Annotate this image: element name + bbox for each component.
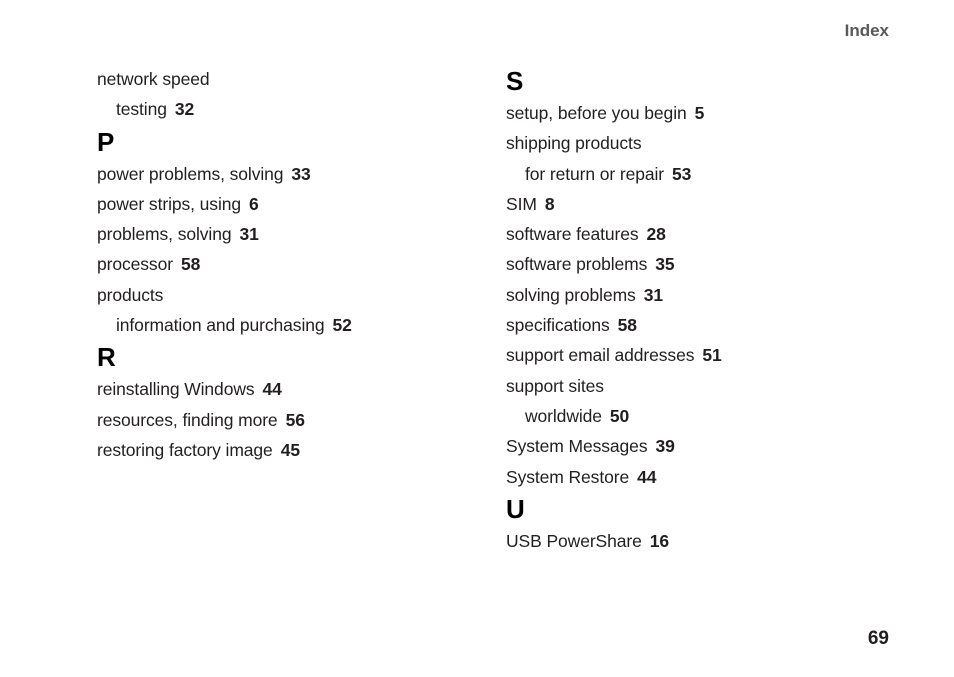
- index-term: restoring factory image: [97, 439, 273, 460]
- index-page-ref: 56: [285, 409, 305, 430]
- index-entry: [97, 159, 477, 189]
- index-term: setup, before you begin: [506, 103, 687, 123]
- index-page-ref: 44: [637, 466, 657, 487]
- index-term: power problems, solving: [97, 163, 284, 184]
- page-number: 69: [867, 628, 889, 649]
- index-page-ref: 39: [655, 436, 675, 457]
- index-entry: [506, 219, 886, 249]
- index-term: reinstalling Windows: [97, 379, 255, 400]
- index-entry: [506, 310, 886, 340]
- index-page-ref: 51: [702, 345, 722, 366]
- index-term: solving problems: [506, 284, 636, 305]
- index-term: support email addresses: [506, 345, 695, 366]
- index-entry: [97, 64, 477, 94]
- index-page-ref: 44: [262, 379, 282, 400]
- index-subentry: [97, 310, 477, 340]
- index-page-ref: 6: [249, 193, 259, 214]
- index-column-right: [506, 64, 886, 556]
- index-page-ref: 35: [655, 254, 675, 275]
- index-section-letter: R: [97, 342, 116, 373]
- index-subentry: [506, 159, 886, 189]
- index-entry: [506, 462, 886, 492]
- index-entry: [97, 280, 477, 310]
- index-term: software problems: [506, 254, 648, 275]
- index-entry: [506, 431, 886, 461]
- index-subentry: [506, 401, 886, 431]
- index-term: resources, finding more: [97, 409, 278, 430]
- index-entry: [506, 189, 886, 219]
- index-term: specifications: [506, 315, 610, 336]
- index-term: software features: [506, 224, 639, 245]
- index-term: products: [97, 284, 164, 305]
- index-term: SIM: [506, 193, 537, 214]
- index-entry: [506, 371, 886, 401]
- index-page-ref: 5: [694, 103, 705, 123]
- index-section-letter: U: [506, 493, 525, 524]
- index-subentry: [97, 94, 477, 124]
- index-term: USB PowerShare: [506, 530, 642, 551]
- index-entry: [506, 340, 886, 370]
- index-term: processor: [97, 254, 173, 275]
- index-page-ref: 31: [239, 224, 259, 245]
- index-term: power strips, using: [97, 193, 241, 214]
- index-entry: [97, 189, 477, 219]
- index-page-ref: 28: [646, 224, 666, 245]
- index-column-left: [97, 64, 477, 465]
- index-page-ref: 31: [643, 284, 663, 305]
- index-term: shipping products: [506, 133, 642, 154]
- index-page-ref: 58: [617, 315, 637, 336]
- index-page-ref: 52: [332, 315, 352, 336]
- running-header: Index: [844, 21, 889, 40]
- index-term: for return or repair: [525, 163, 665, 184]
- index-entry: [506, 249, 886, 279]
- index-entry: [506, 128, 886, 158]
- index-term: problems, solving: [97, 224, 232, 245]
- index-term: support sites: [506, 375, 604, 396]
- index-term: network speed: [97, 69, 210, 89]
- index-term: System Messages: [506, 436, 648, 457]
- index-page-ref: 8: [544, 193, 555, 214]
- index-term: worldwide: [525, 405, 602, 426]
- index-term: information and purchasing: [116, 315, 325, 336]
- index-section-letter: P: [97, 126, 115, 157]
- index-page-ref: 50: [609, 405, 630, 426]
- index-term: System Restore: [506, 466, 630, 487]
- index-page-ref: 32: [174, 99, 195, 120]
- index-page-ref: 16: [649, 530, 670, 551]
- index-entry: [97, 374, 477, 404]
- index-page-ref: 33: [291, 163, 311, 184]
- index-entry: [97, 405, 477, 435]
- index-page-ref: 58: [180, 254, 201, 275]
- index-section-letter: S: [506, 66, 524, 96]
- index-entry: [506, 526, 886, 556]
- index-entry: [506, 280, 886, 310]
- index-entry: [97, 435, 477, 465]
- index-page-ref: 45: [280, 439, 300, 460]
- index-entry: [97, 249, 477, 279]
- index-entry: [97, 219, 477, 249]
- index-entry: [506, 98, 886, 128]
- index-term: testing: [116, 99, 167, 120]
- index-page-ref: 53: [672, 163, 692, 184]
